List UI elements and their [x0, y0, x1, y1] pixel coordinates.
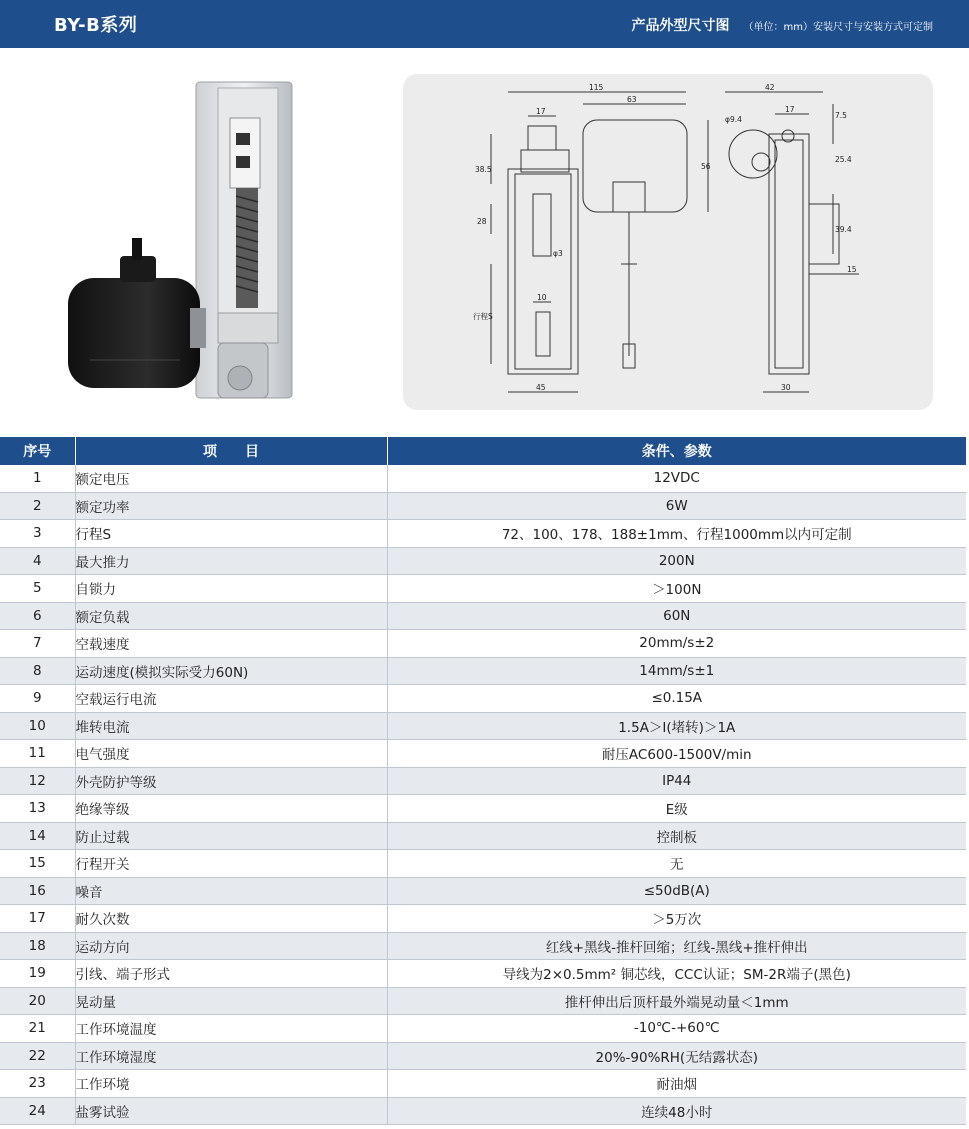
row-value: 200N	[387, 547, 966, 575]
row-item: 工作环境	[75, 1070, 387, 1098]
row-item: 工作环境湿度	[75, 1042, 387, 1070]
row-value: IP44	[387, 767, 966, 795]
row-no: 6	[0, 602, 75, 630]
table-row	[0, 492, 966, 520]
row-item: 堆转电流	[75, 712, 387, 740]
row-item: 额定电压	[75, 465, 387, 492]
row-item: 最大推力	[75, 547, 387, 575]
table-row	[0, 547, 966, 575]
dim-63: 63	[627, 95, 637, 104]
table-row	[0, 932, 966, 960]
row-value: ＞5万次	[387, 905, 966, 933]
row-item: 额定负载	[75, 602, 387, 630]
row-value: 20%-90%RH(无结露状态)	[387, 1042, 966, 1070]
table-row	[0, 1097, 966, 1125]
row-value: 6W	[387, 492, 966, 520]
row-no: 15	[0, 850, 75, 878]
row-item: 行程开关	[75, 850, 387, 878]
row-item: 防止过载	[75, 822, 387, 850]
dim-15: 15	[847, 265, 857, 274]
spec-table	[0, 437, 966, 1125]
row-no: 19	[0, 960, 75, 988]
dim-42: 42	[765, 83, 775, 92]
drawing-title: 产品外型尺寸图	[631, 18, 730, 34]
table-row	[0, 905, 966, 933]
row-item: 引线、端子形式	[75, 960, 387, 988]
row-value: 72、100、178、188±1mm、行程1000mm以内可定制	[387, 520, 966, 548]
row-value: 无	[387, 850, 966, 878]
row-item: 盐雾试验	[75, 1097, 387, 1125]
row-value: 耐压AC600-1500V/min	[387, 740, 966, 768]
row-no: 7	[0, 630, 75, 658]
table-row	[0, 520, 966, 548]
row-no: 12	[0, 767, 75, 795]
dim-38-5: 38.5	[475, 165, 492, 174]
row-no: 17	[0, 905, 75, 933]
row-no: 3	[0, 520, 75, 548]
table-row	[0, 712, 966, 740]
row-value: 60N	[387, 602, 966, 630]
row-value: 14mm/s±1	[387, 657, 966, 685]
table-row	[0, 822, 966, 850]
row-value: ≤0.15A	[387, 685, 966, 713]
row-item: 行程S	[75, 520, 387, 548]
table-row	[0, 795, 966, 823]
row-no: 8	[0, 657, 75, 685]
table-row	[0, 1042, 966, 1070]
table-row	[0, 1015, 966, 1043]
row-item: 工作环境温度	[75, 1015, 387, 1043]
row-no: 18	[0, 932, 75, 960]
dim-7-5: 7.5	[835, 111, 847, 120]
row-no: 1	[0, 465, 75, 492]
dim-17-front: 17	[536, 107, 546, 116]
row-no: 4	[0, 547, 75, 575]
table-row	[0, 987, 966, 1015]
header-value: 条件、参数	[387, 437, 966, 465]
row-item: 外壳防护等级	[75, 767, 387, 795]
row-value: 20mm/s±2	[387, 630, 966, 658]
header-no: 序号	[0, 437, 75, 465]
table-row	[0, 630, 966, 658]
row-item: 运动方向	[75, 932, 387, 960]
header-item: 项 目	[75, 437, 387, 465]
table-row	[0, 960, 966, 988]
row-no: 11	[0, 740, 75, 768]
row-no: 13	[0, 795, 75, 823]
row-no: 24	[0, 1097, 75, 1125]
table-row	[0, 657, 966, 685]
row-value: 连续48小时	[387, 1097, 966, 1125]
dim-115: 115	[589, 83, 604, 92]
table-row	[0, 767, 966, 795]
drawing-caption	[632, 15, 933, 35]
dim-17-side: 17	[785, 105, 795, 114]
row-item: 空载运行电流	[75, 685, 387, 713]
dim-30: 30	[781, 383, 791, 392]
dim-25-4: 25.4	[835, 155, 852, 164]
row-value: 控制板	[387, 822, 966, 850]
dimension-drawing	[403, 74, 933, 410]
table-row	[0, 740, 966, 768]
series-title: BY-B系列	[54, 15, 138, 36]
row-value: ≤50dB(A)	[387, 877, 966, 905]
row-value: 12VDC	[387, 465, 966, 492]
row-no: 23	[0, 1070, 75, 1098]
row-item: 耐久次数	[75, 905, 387, 933]
drawing-note: （单位：mm）安装尺寸与安装方式可定制	[743, 22, 933, 33]
page-header	[0, 0, 969, 48]
row-no: 2	[0, 492, 75, 520]
row-item: 额定功率	[75, 492, 387, 520]
table-row	[0, 575, 966, 603]
dim-stroke-s: 行程S	[473, 312, 493, 321]
dim-28: 28	[477, 217, 487, 226]
dim-phi-3: φ3	[553, 249, 563, 258]
row-item: 空载速度	[75, 630, 387, 658]
row-item: 电气强度	[75, 740, 387, 768]
row-value: 1.5A＞I(堵转)＞1A	[387, 712, 966, 740]
table-row	[0, 877, 966, 905]
row-no: 20	[0, 987, 75, 1015]
table-header-row	[0, 437, 966, 465]
row-no: 22	[0, 1042, 75, 1070]
dim-10: 10	[537, 293, 547, 302]
row-no: 16	[0, 877, 75, 905]
row-no: 5	[0, 575, 75, 603]
row-value: E级	[387, 795, 966, 823]
dim-56: 56	[701, 162, 711, 171]
table-row	[0, 850, 966, 878]
row-item: 晃动量	[75, 987, 387, 1015]
table-row	[0, 685, 966, 713]
table-row	[0, 465, 966, 492]
table-row	[0, 1070, 966, 1098]
dim-39-4: 39.4	[835, 225, 852, 234]
row-value: ＞100N	[387, 575, 966, 603]
row-item: 噪音	[75, 877, 387, 905]
product-photo	[68, 78, 308, 400]
dim-45: 45	[536, 383, 546, 392]
row-no: 21	[0, 1015, 75, 1043]
table-row	[0, 602, 966, 630]
row-value: 导线为2×0.5mm² 铜芯线，CCC认证；SM-2R端子(黑色)	[387, 960, 966, 988]
row-value: -10℃-+60℃	[387, 1015, 966, 1043]
row-item: 绝缘等级	[75, 795, 387, 823]
row-item: 自锁力	[75, 575, 387, 603]
row-no: 14	[0, 822, 75, 850]
row-value: 推杆伸出后顶杆最外端晃动量＜1mm	[387, 987, 966, 1015]
row-item: 运动速度(模拟实际受力60N)	[75, 657, 387, 685]
dim-phi-9-4: φ9.4	[725, 115, 742, 124]
row-no: 9	[0, 685, 75, 713]
row-value: 耐油烟	[387, 1070, 966, 1098]
row-no: 10	[0, 712, 75, 740]
row-value: 红线+黑线-推杆回缩；红线-黑线+推杆伸出	[387, 932, 966, 960]
